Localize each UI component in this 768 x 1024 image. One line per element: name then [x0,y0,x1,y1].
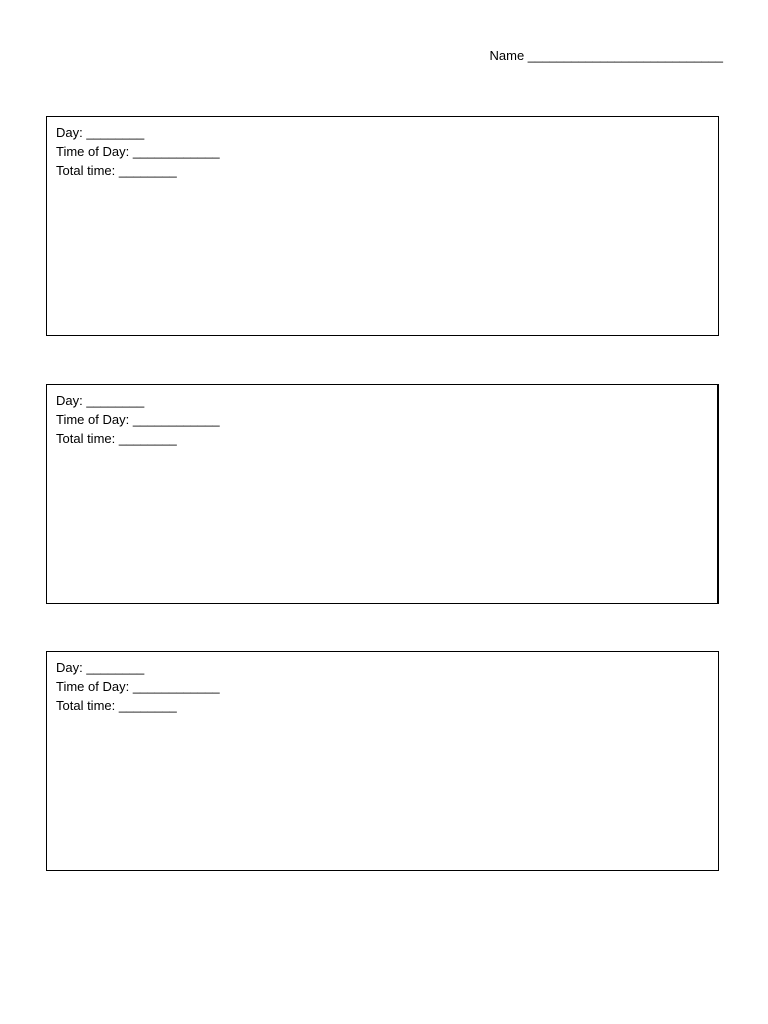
day-field-label: Day: ________ [56,393,145,408]
log-entry-box [46,651,719,871]
day-field-label: Day: ________ [56,125,145,140]
name-field-label: Name ___________________________ [489,48,723,63]
day-field-label: Day: ________ [56,660,145,675]
time-of-day-field-label: Time of Day: ____________ [56,144,220,159]
log-entry-box [46,384,719,604]
total-time-field-label: Total time: ________ [56,163,177,178]
entry-fields [56,658,220,715]
total-time-field-label: Total time: ________ [56,431,177,446]
total-time-field-label: Total time: ________ [56,698,177,713]
time-of-day-field-label: Time of Day: ____________ [56,412,220,427]
time-of-day-field-label: Time of Day: ____________ [56,679,220,694]
log-entry-box [46,116,719,336]
entry-fields [56,391,220,448]
entry-fields [56,123,220,180]
